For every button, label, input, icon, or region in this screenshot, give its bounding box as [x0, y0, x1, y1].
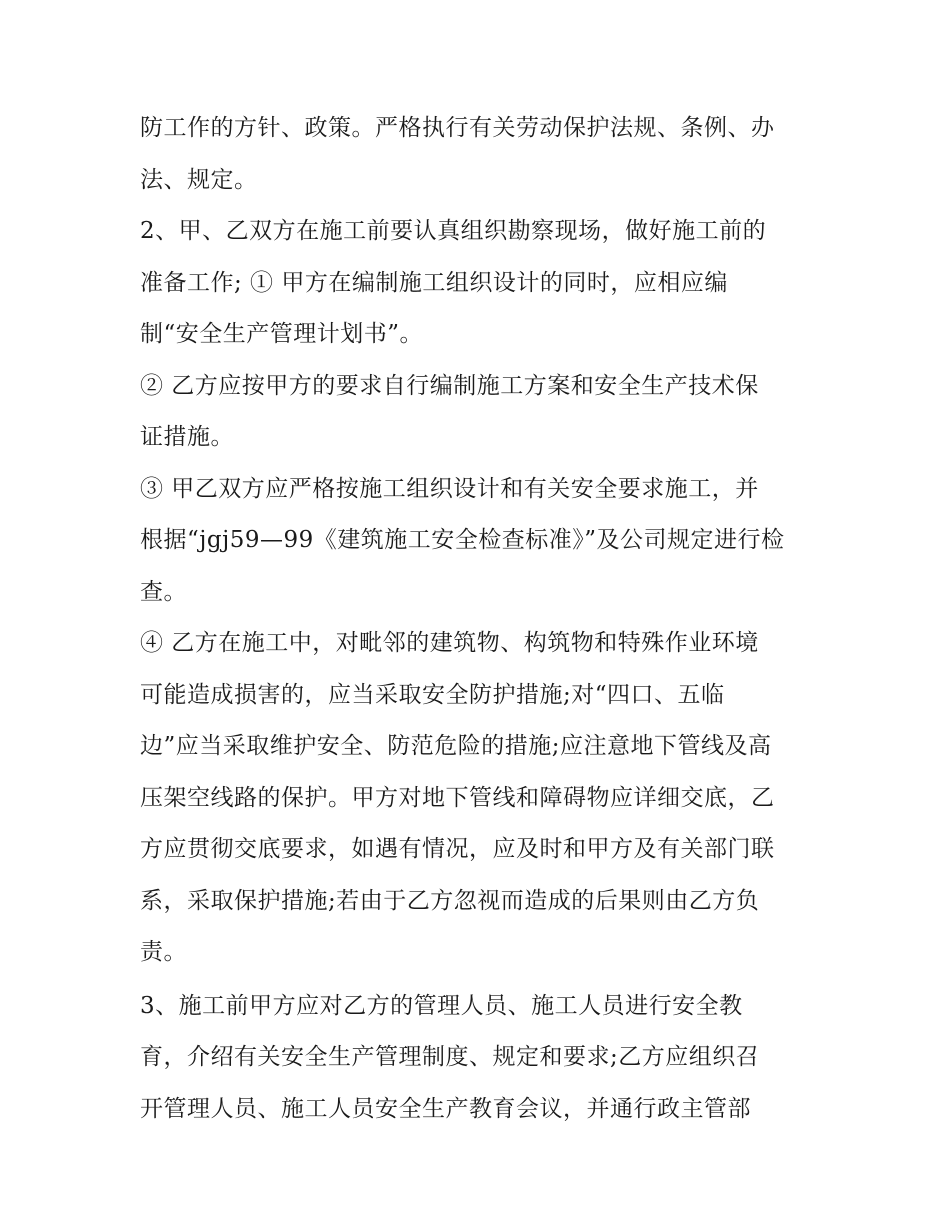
text-line: 边”应当采取维护安全、防范危险的措施;应注意地下管线及高 — [140, 733, 772, 759]
text-line: 可能造成损害的，应当采取安全防护措施;对“四口、五临 — [140, 681, 725, 708]
text-line: 法、规定。 — [140, 166, 258, 193]
text-line: 系，采取保护措施;若由于乙方忽视而造成的后果则由乙方负 — [140, 887, 760, 914]
text-line: 准备工作; ① 甲方在编制施工组织设计的同时，应相应编 — [140, 269, 728, 296]
text-line: 3、施工前甲方应对乙方的管理人员、施工人员进行安全教 — [140, 992, 743, 1019]
text-line: 防工作的方针、政策。严格执行有关劳动保护法规、条例、办 — [140, 115, 775, 141]
text-line: ③ 甲乙双方应严格按施工组织设计和有关安全要求施工，并 — [140, 475, 759, 502]
text-line: 根据“jgj59—99《建筑施工安全检查标准》”及公司规定进行检 — [140, 527, 785, 553]
text-line: 制“安全生产管理计划书”。 — [140, 321, 424, 347]
text-line: 压架空线路的保护。甲方对地下管线和障碍物应详细交底，乙 — [140, 784, 775, 811]
text-line: 责。 — [140, 939, 187, 965]
text-line: 证措施。 — [140, 424, 234, 450]
text-line: 方应贯彻交底要求，如遇有情况，应及时和甲方及有关部门联 — [140, 836, 775, 862]
text-line: ④ 乙方在施工中，对毗邻的建筑物、构筑物和特殊作业环境 — [140, 630, 759, 656]
text-line: 开管理人员、施工人员安全生产教育会议，并通行政主管部 — [140, 1095, 751, 1122]
text-line: ② 乙方应按甲方的要求自行编制施工方案和安全生产技术保 — [140, 372, 759, 399]
text-line: 育，介绍有关安全生产管理制度、规定和要求;乙方应组织召 — [140, 1044, 760, 1070]
text-line: 查。 — [140, 578, 187, 605]
document-body — [140, 103, 830, 1135]
text-line: 2、甲、乙双方在施工前要认真组织勘察现场，做好施工前的 — [140, 218, 767, 244]
